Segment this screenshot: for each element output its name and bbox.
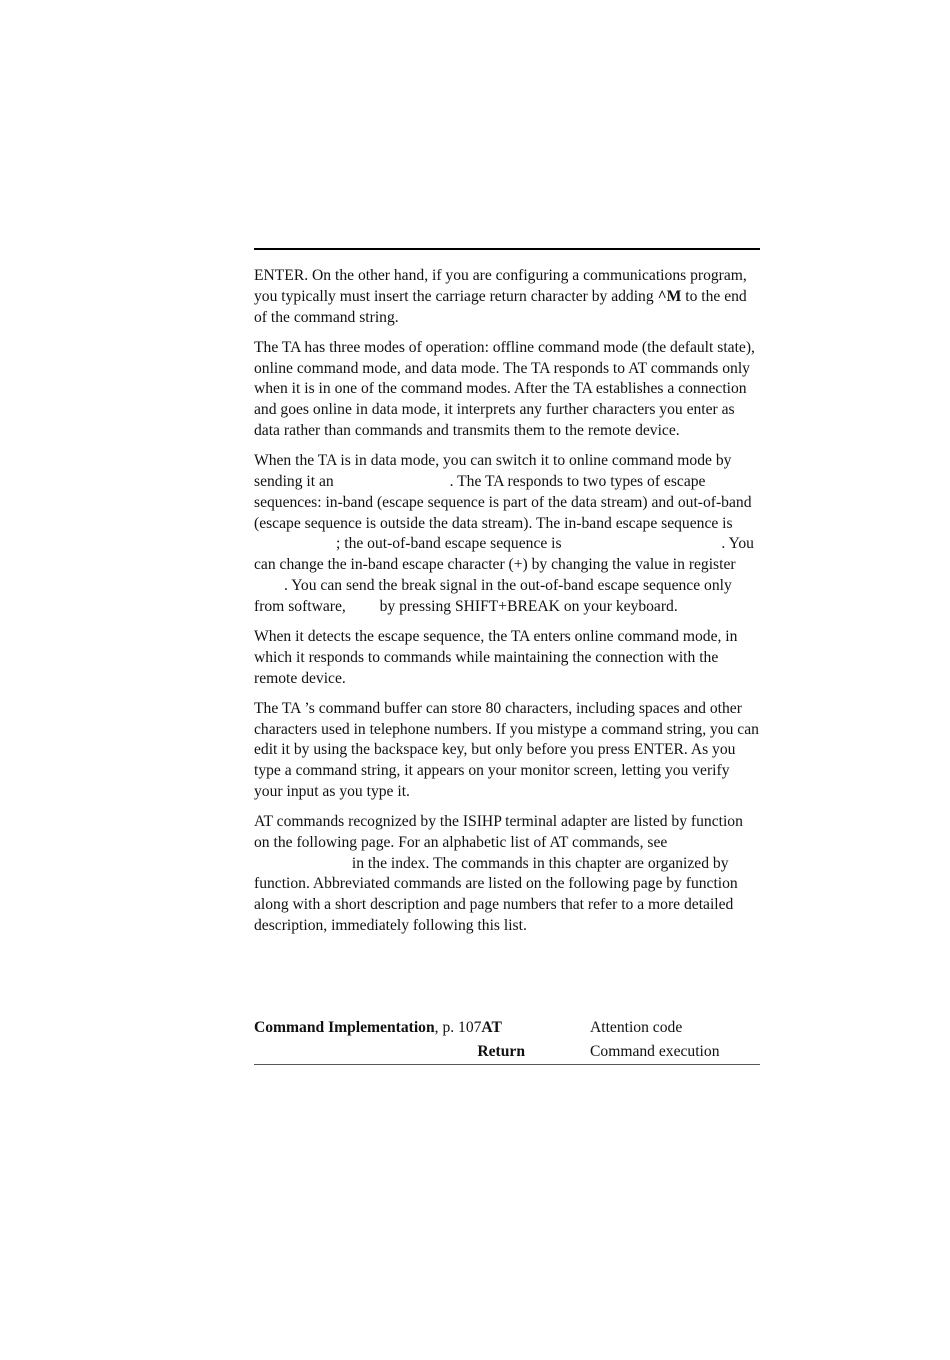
page-reference: , p. 107 [434, 1019, 482, 1036]
paragraph-3-text-c: ; the out-of-band escape sequence is [336, 535, 562, 553]
paragraph-1-text-a: ENTER. On the other hand, if you are configuring a communications program, you typically must insert the carriage return character by adding [254, 267, 747, 305]
footer-rule [254, 1064, 760, 1065]
body-text [254, 266, 760, 946]
section-reference [254, 1016, 502, 1040]
table-row [254, 1016, 760, 1040]
paragraph-1 [254, 266, 760, 328]
section-title: Command Implementation [254, 1019, 435, 1036]
command-description: Command execution [590, 1043, 720, 1060]
paragraph-6 [254, 812, 760, 937]
paragraph-3-text-e: . You can send the break signal in the out-of-band escape sequence only from software, [254, 576, 732, 615]
paragraph-3-text-f: by pressing SHIFT+BREAK on your keyboard. [379, 597, 678, 615]
header-rule [254, 248, 760, 250]
paragraph-6-text-a: AT commands recognized by the ISIHP terminal adapter are listed by function on the following page. For an alphabetic list of AT commands, see [254, 813, 743, 851]
paragraph-4: When it detects the escape sequence, the TA enters online command mode, in which it responds to commands while maintaining the connection with the remote device. [254, 627, 738, 687]
paragraph-6-text-b: in the index. The commands in this chapter are organized by function. Abbreviated commands are listed on the following page by function along with a short description and page numbers that refer to a more detailed description, immediately following this list. [254, 854, 738, 935]
paragraph-5: The TA ’s command buffer can store 80 characters, including spaces and other characters used in telephone numbers. If you mistype a command string, you can edit it by using the backspace key, but only before you press ENTER. As you type a command string, it appears on your monitor screen, letting you verify your input as you type it. [254, 699, 759, 800]
paragraph-1-text-c: to the end of the command string. [254, 287, 747, 326]
command-name: AT [481, 1019, 502, 1036]
command-description: Attention code [590, 1019, 683, 1036]
paragraph-3 [254, 451, 760, 617]
paragraph-3-text-a: When the TA is in data mode, you can switch it to online command mode by sending it an [254, 452, 732, 490]
paragraph-2: The TA has three modes of operation: offline command mode (the default state), online command mode, and data mode. The TA responds to AT commands only when it is in one of the command modes. After the TA establishes a connection and goes online in data mode, it interprets any further characters you enter as data rather than commands and transmits them to the remote device. [254, 338, 755, 439]
command-name: Return [477, 1043, 525, 1060]
paragraph-3-text-d: . You can change the in-band escape character (+) by changing the value in register [254, 535, 754, 574]
command-table [254, 1016, 760, 1064]
paragraph-3-text-b: . The TA responds to two types of escape sequences: in-band (escape sequence is part of the data stream) and out-of-band (escape sequence is outside the data stream). The in-band escape sequence is [254, 472, 752, 532]
table-row [254, 1040, 760, 1064]
carriage-return-code: ^M [657, 287, 682, 305]
